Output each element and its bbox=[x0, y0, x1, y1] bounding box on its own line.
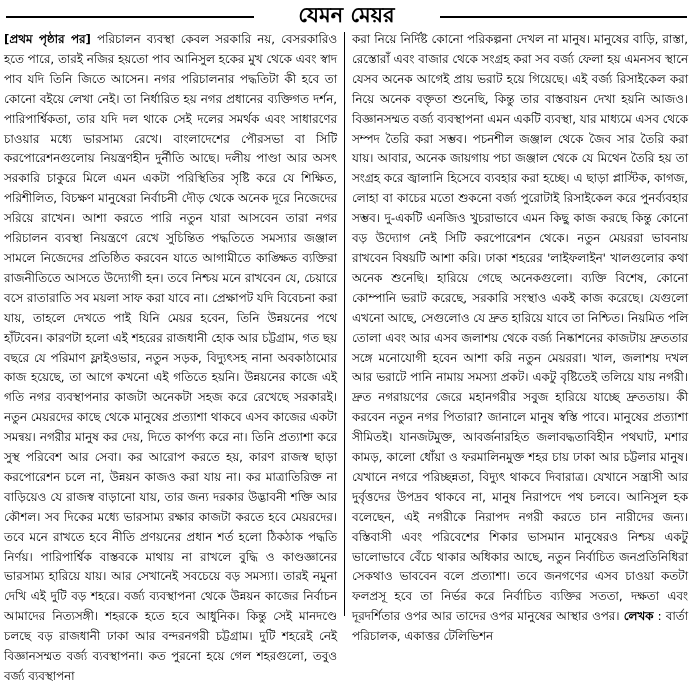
article-title: যেমন মেয়র bbox=[288, 0, 404, 30]
author-info: : বার্তা পরিচালক, একাত্তর টেলিভিশন bbox=[352, 609, 689, 644]
left-column-text: পরিচালন ব্যবস্থা কেবল সরকারি নয়, বেসরকারিও হতে পারে, তারই নজির হয়তো পাব আনিসুল হকের মুখ থেকে এবং স্বাদ পাব যদি তিনি জিতে আসেন। নগর পরিচালনার পদ্ধতিটা কী হবে তা কোনো বইয়ে লেখা নেই। তা নির্ধারিত হয় নগর প্রধানের ব্যক্তিগত দর্শন, পারিপার্শ্বিকতা, তার যদি দল থাকে সেই দলের সমর্থক এবং সাধারণের চাওয়ার মধ্যে ভারসাম্য রেখে। বাংলাদেশের পৌরসভা বা সিটি করপোরেশনগুলোয় নিয়ন্ত্রণহীন দুর্নীতি আছে। দলীয় পাণ্ডা আর অসৎ সরকারি চাকুরে মিলে এমন একটা পরিস্থিতির সৃষ্টি করে যে শিক্ষিত, পরিশীলিত, বিচক্ষণ মানুষেরা নির্বাচনী দৌড় থেকে অনেক দূরে নিজেদের সরিয়ে রাখেন। আশা করতে পারি নতুন যারা আসবেন তারা নগর পরিচালন ব্যবস্থা নিয়ন্ত্রণে রেখে সুচিন্তিত পদ্ধতিতে সমস্যার জঞ্জাল সামলে নিজেদের প্রতিষ্ঠিত করবেন যাতে আগামীতে কাঙ্ক্ষিত ব্যক্তিরা রাজনীতিতে আসতে উদ্যোগী হন। তবে নিশ্চয় মনে রাখবেন যে, চেয়ারে বসে রাতারাতি সব ময়লা সাফ করা যাবে না। প্রেক্ষাপট যদি বিবেচনা করা যায়, তাহলে দেখতে পাই যিনি মেয়র হবেন, তিনি উন্নয়নের পথে হাঁটবেন। কারণটা হলো এই শহরের রাজধানী হোক আর চট্টগ্রাম, গত ছয় বছরে যে পরিমাণ ফ্লাইওভার, নতুন সড়ক, বিদ্যুৎসহ নানা অবকাঠামোর কাজ হয়েছে, তা আগে কখনো এই গতিতে হয়নি। উন্নয়নের কাজে এই গতি নগর ব্যবস্থাপনার কাজটা অনেকটা সহজ করে রেখেছে সরকারই। নতুন মেয়রদের কাছে থেকে মানুষের প্রত্যাশা থাকবে এসব কাজের একটা সমন্বয়। নগরীর মানুষ কর দেয়, দিতে কার্পণ্য করে না। তিনি প্রত্যাশা করে সুস্থ পরিবেশ আর সেবা। কর আরোপ করতে হয়, কারণ রাজস্ব ছাড়া করপোরেশন চলে না, উন্নয়ন কাজও করা যায় না। কর মাত্রাতিরিক্ত না বাড়িয়েও যে রাজস্ব বাড়ানো যায়, তার জন্য দরকার উদ্ভাবনী শক্তি আর কৌশল। সব দিকের মধ্যে ভারসাম্য রক্ষার কাজটা করতে হবে মেয়রদের। তবে মনে রাখতে হবে নীতি প্রণয়নের প্রধান শর্ত হলো ঠিকঠাক পদ্ধতি নির্ণয়। পারিপার্শ্বিক বাস্তবকে মাথায় না রাখলে বুদ্ধি ও কাণ্ডজ্ঞানের ভারসাম্য হারিয়ে যায়। আর সেখানেই সবচেয়ে বড় সমস্যা। তারই নমুনা দেখি এই দুটি বড় শহরে। বর্জ্য ব্যবস্থাপনা থেকে উন্নয়ন কাজের নির্বাচন আমাদের নিত্যসঙ্গী। শহরকে হতে হবে আধুনিক। কিন্তু সেই মানদণ্ডে চলছে বড় রাজধানী ঢাকা আর বন্দরনগরী চট্টগ্রাম। দুটি শহরেই নেই বিজ্ঞানসম্মত বর্জ্য ব্যবস্থাপনা। কত পুরনো হয়ে গেল শহরগুলো, তবুও বর্জ্য ব্যবস্থাপনা bbox=[4, 32, 337, 683]
continued-label: [প্রথম পৃষ্ঠার পর] bbox=[4, 32, 91, 46]
right-paragraph bbox=[352, 30, 688, 647]
article-title-bar bbox=[0, 0, 693, 30]
article-column-left bbox=[4, 30, 337, 683]
article-column-right bbox=[352, 30, 689, 644]
right-column-text: করা নিয়ে নির্দিষ্ট কোনো পরিকল্পনা দেখল না মানুষ। মানুষের বাড়ি, রাস্তা, রেস্তোরাঁ এবং বাজার থেকে সংগ্রহ করা সব বর্জ্য ফেলা হয় এমনসব স্থানে যেসব অনেক আগেই প্রায় ভরাট হয়ে গিয়েছে। এই বর্জ্য রিসাইকেল করা নিয়ে অনেক বক্তৃতা শুনেছি, কিন্তু তার বাস্তবায়ন দেখা হয়নি আজও। বিজ্ঞানসম্মত বর্জ্য ব্যবস্থাপনা এমন একটি ব্যবস্থা, যার মাধ্যমে এসব থেকে সম্পদ তৈরি করা সম্ভব। পচনশীল জঞ্জাল থেকে জৈব সার তৈরি করা যায়। আবার, অনেক জায়গায় পচা জঞ্জাল থেকে যে মিথেন তৈরি হয় তা সংগ্রহ করে জ্বালানি হিসেবে ব্যবহার করা হচ্ছে। এ ছাড়া প্লাস্টিক, কাগজ, লোহা বা কাচের মতো শুকনো বর্জ্য পুরোটাই রিসাইকেল করে পুনর্ব্যবহার সম্ভব। দু-একটি এনজিও খুচরাভাবে এমন কিছু কাজ করছে কিন্তু কোনো বড় উদ্যোগ নেই সিটি করপোরেশন থেকে। নতুন মেয়ররা ভাবনায় রাখবেন বিষয়টি আশা করি। ঢাকা শহরের 'লাইফলাইন' খালগুলোর কথা অনেক শুনেছি। হারিয়ে গেছে অনেকগুলো। ব্যক্তি বিশেষ, কোনো কোম্পানি ভরাট করেছে, সরকারি সংস্থাও একই কাজ করেছে। যেগুলো এখনো আছে, সেগুলোও যে দ্রুত হারিয়ে যাবে তা নিশ্চিত। নিয়মিত পলি তোলা এবং আর এসব জলাশয় থেকে বর্জ্য নিষ্কাশনের কাজটায় দ্রুততার সঙ্গে মনোযোগী হবেন আশা করি নতুন মেয়ররা। খাল, জলাশয় দখল আর ভরাটে পানি নামায় সমস্যা প্রকট। একটু বৃষ্টিতেই তলিয়ে যায় নগরী। দ্রুত নগরায়ণের জেরে মহানগরীর সবুজ হারিয়ে যাচ্ছে দ্রুততায়। কী করবেন নতুন নগর পিতারা? জানালে মানুষ স্বস্তি পাবে। মানুষের প্রত্যাশা সীমিতই। যানজটমুক্ত, আবর্জনারহিত জলাবদ্ধতাবিহীন পথঘাট, মশার কামড়, কালো ধোঁয়া ও ফরমালিনমুক্ত শহর চায় ঢাকা আর চট্টলার মানুষ। যেখানে নগরে পরিচ্ছন্নতা, বিদ্যুৎ থাকবে দিবারাত্র। যেখানে সন্ত্রাসী আর দুর্বৃত্তদের উপদ্রব থাকবে না, মানুষ নিরাপদে পথ চলবে। আনিসুল হক বলেছেন, এই নগরীকে নিরাপদ নগরী করতে চান নারীদের জন্য। বস্তিবাসী এবং পরিবেশের শিকার ভাসমান মানুষেরও নিশ্চয় একটু ভালোভাবে বেঁচে থাকার অধিকার আছে, নতুন নির্বাচিত জনপ্রতিনিধিরা সেকথাও ভাববেন বলে প্রত্যাশা। তবে জনগণের এসব চাওয়া কতটা ফলপ্রসূ হবে তা নির্ভর করে নির্বাচিত ব্যক্তির সততা, দক্ষতা এবং দূরদর্শিতার ওপর আর তাদের ওপর মানুষের আস্থার ওপর। bbox=[352, 32, 688, 624]
left-paragraph bbox=[4, 30, 337, 687]
column-divider bbox=[344, 32, 345, 616]
author-label: লেখক bbox=[623, 609, 654, 624]
